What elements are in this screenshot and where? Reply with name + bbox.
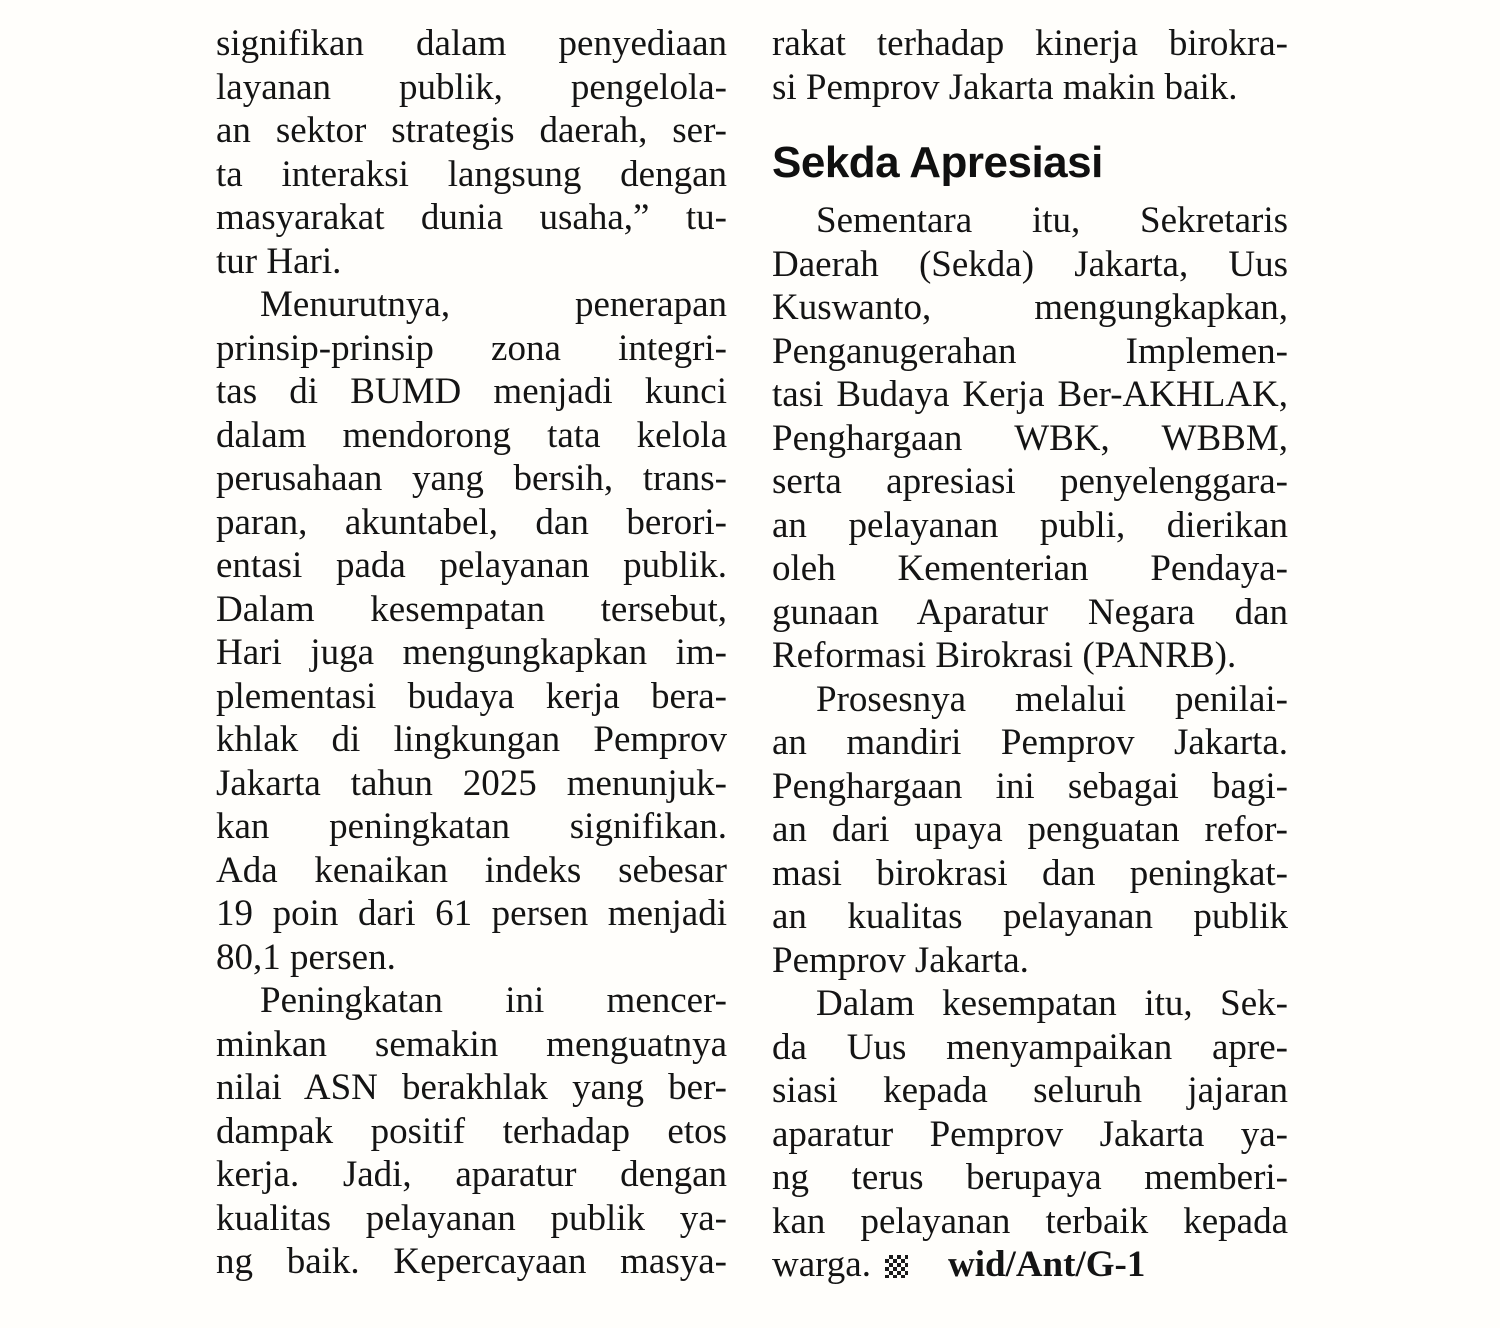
text-line: ng baik. Kepercayaan masya- (216, 1241, 727, 1282)
text-line: an kualitas pelayanan publik (772, 896, 1288, 937)
article-column-right (772, 22, 1288, 1287)
text-line: Jakarta tahun 2025 menunjuk- (216, 762, 727, 804)
text-line: khlak di lingkungan Pemprov (216, 719, 727, 760)
text-line: prinsip-prinsip zona integri- (216, 327, 727, 369)
text-line: ta interaksi langsung dengan (216, 153, 727, 195)
text-line: signifikan dalam penyediaan (216, 23, 727, 64)
text-line: aparatur Pemprov Jakarta ya- (772, 1113, 1288, 1155)
text-line: Dalam kesempatan tersebut, (216, 588, 727, 630)
text-line: entasi pada pelayanan publik. (216, 545, 727, 586)
text-line: an sektor strategis daerah, ser- (216, 110, 727, 151)
text-line: Hari juga mengungkapkan im- (216, 632, 727, 673)
text-line: an dari upaya penguatan refor- (772, 809, 1288, 850)
text-line: rakat terhadap kinerja birokra- (772, 23, 1288, 64)
text-line: layanan publik, pengelola- (216, 66, 727, 108)
text-line: Sementara itu, Sekretaris (816, 200, 1288, 241)
text-line: Menurutnya, penerapan (260, 284, 727, 325)
section-heading: Sekda Apresiasi (772, 138, 1103, 187)
text-line: dampak positif terhadap etos (216, 1110, 727, 1152)
text-line: tasi Budaya Kerja Ber-AKHLAK, (772, 374, 1288, 415)
end-of-article-marker-icon (885, 1255, 908, 1278)
text-line: Daerah (Sekda) Jakarta, Uus (772, 243, 1288, 285)
text-line: Prosesnya melalui penilai- (816, 678, 1288, 720)
text-line: dalam mendorong tata kelola (216, 414, 727, 456)
text-line: oleh Kementerian Pendaya- (772, 548, 1288, 589)
text-line: 80,1 persen. (216, 936, 396, 978)
text-line: siasi kepada seluruh jajaran (772, 1070, 1288, 1111)
text-line: an pelayanan publi, dierikan (772, 504, 1288, 546)
author-credit: wid/Ant/G-1 (947, 1244, 1146, 1285)
text-line: si Pemprov Jakarta makin baik. (772, 66, 1238, 108)
text-line: Reformasi Birokrasi (PANRB). (772, 635, 1237, 676)
text-line: minkan semakin menguatnya (216, 1023, 727, 1065)
text-line: Ada kenaikan indeks sebesar (216, 849, 727, 891)
credit-line (772, 1243, 1288, 1287)
text-line: 19 poin dari 61 persen menjadi (216, 893, 727, 934)
text-line: an mandiri Pemprov Jakarta. (772, 722, 1288, 763)
text-run: warga. (772, 1244, 871, 1285)
text-line: perusahaan yang bersih, trans- (216, 458, 727, 499)
text-line: plementasi budaya kerja bera- (216, 675, 727, 717)
text-line: Dalam kesempatan itu, Sek- (816, 983, 1288, 1024)
text-line: Pemprov Jakarta. (772, 939, 1029, 981)
text-line: masi birokrasi dan peningkat- (772, 852, 1288, 894)
text-line: Kuswanto, mengungkapkan, (772, 287, 1288, 328)
text-line: da Uus menyampaikan apre- (772, 1026, 1288, 1068)
text-line: kerja. Jadi, aparatur dengan (216, 1154, 727, 1195)
text-line: ng terus berupaya memberi- (772, 1157, 1288, 1198)
text-line: Penghargaan WBK, WBBM, (772, 417, 1288, 459)
text-line: Peningkatan ini mencer- (260, 980, 727, 1021)
text-line: masyarakat dunia usaha,” tu- (216, 197, 727, 238)
text-line: tas di BUMD menjadi kunci (216, 371, 727, 412)
text-line: Penganugerahan Implemen- (772, 330, 1288, 372)
article-column-left (216, 22, 727, 1284)
text-line: kan peningkatan signifikan. (216, 806, 727, 847)
text-line: Penghargaan ini sebagai bagi- (772, 765, 1288, 807)
text-line: paran, akuntabel, dan berori- (216, 501, 727, 543)
text-line: kan pelayanan terbaik kepada (772, 1200, 1288, 1242)
text-line: nilai ASN berakhlak yang ber- (216, 1067, 727, 1108)
text-line: serta apresiasi penyelenggara- (772, 461, 1288, 502)
text-line: gunaan Aparatur Negara dan (772, 591, 1288, 633)
text-line: tur Hari. (216, 240, 342, 282)
text-line: kualitas pelayanan publik ya- (216, 1197, 727, 1239)
